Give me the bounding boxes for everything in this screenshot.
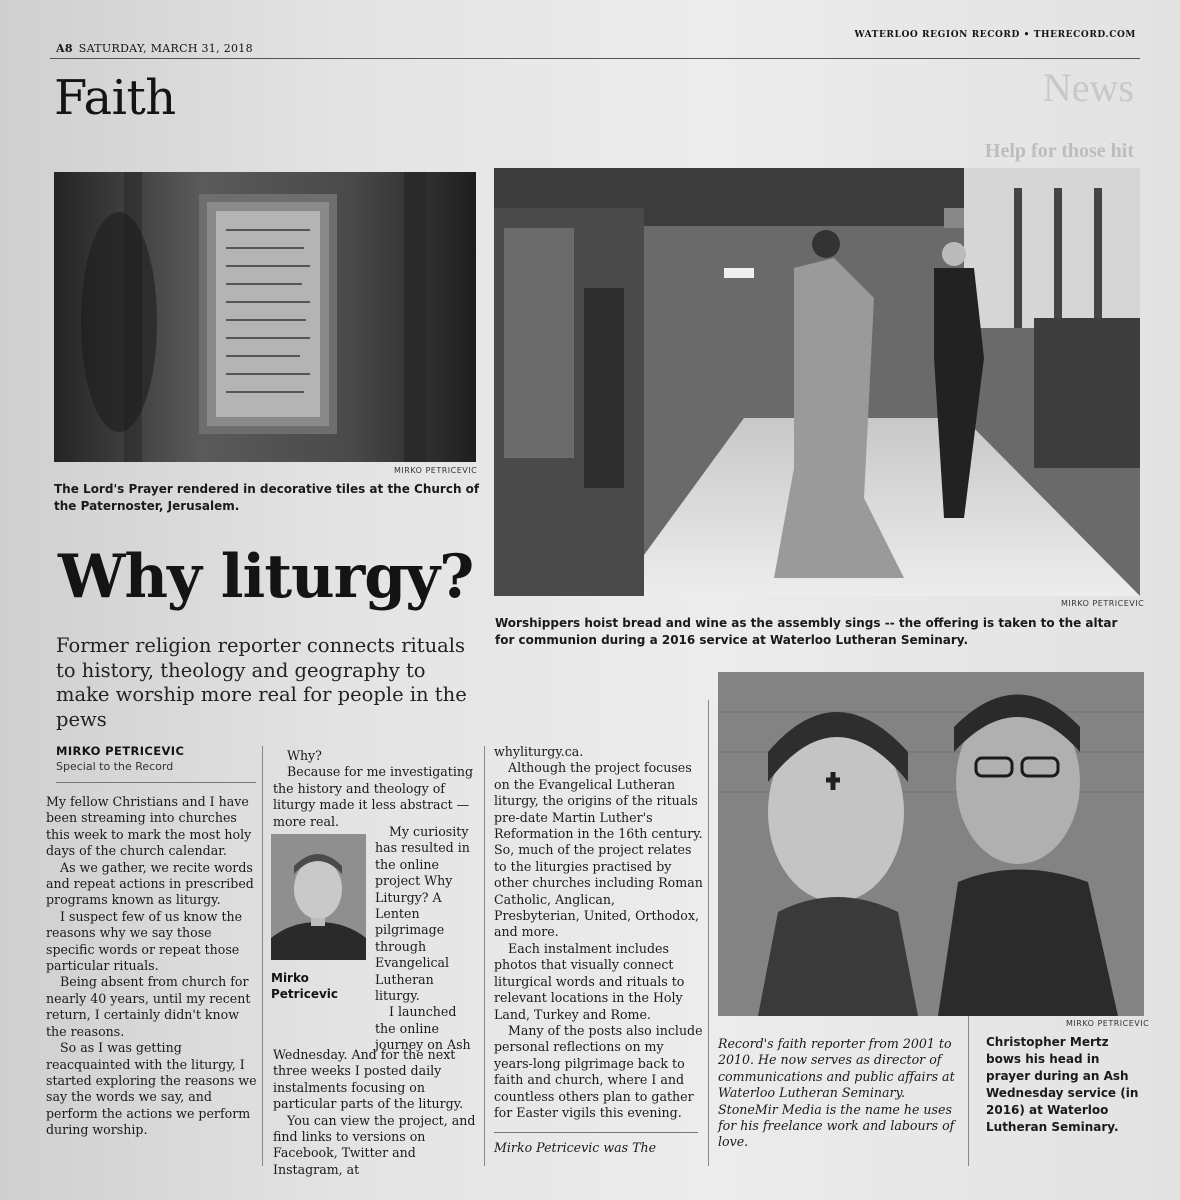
author-tagline-continued	[718, 1036, 960, 1151]
story-headline: Why liturgy?	[58, 542, 474, 612]
page-number: A8	[56, 42, 73, 55]
story-column-3	[494, 744, 704, 1121]
story-column-2-top	[273, 748, 475, 830]
paragraph: Each instalment includes photos that visually connect liturgical words and rituals to relevant locations in the Holy Land, Turkey and Rome.	[494, 940, 685, 1022]
tiles-photo	[54, 172, 476, 462]
publication-date: SATURDAY, MARCH 31, 2018	[78, 42, 253, 55]
ash-wednesday-photo	[718, 672, 1144, 1016]
tiles-photo-credit: MIRKO PETRICEVIC	[394, 466, 478, 475]
column-divider	[708, 700, 709, 1166]
mugshot-last-name: Petricevic	[271, 987, 339, 1001]
paragraph: As we gather, we recite words and repeat actions in prescribed programs known as liturgy.	[46, 859, 254, 908]
author-mugshot	[271, 834, 366, 960]
paragraph: I suspect few of us know the reasons why we say those specific words or repeat those particular rituals.	[46, 908, 243, 974]
paragraph: Being absent from church for nearly 40 years, until my recent return, I certainly didn't know the reasons.	[46, 974, 251, 1039]
show-through-text: News	[1042, 65, 1134, 110]
procession-photo-credit: MIRKO PETRICEVIC	[1061, 599, 1145, 608]
paragraph: Many of the posts also include personal reflections on my years-long pilgrimage back to faith and church, where I and countless others plan to gather for Easter vigils this evening.	[494, 1022, 703, 1120]
paragraph: My fellow Christians and I have been streaming into churches this week to mark the most holy days of the church calendar.	[46, 794, 252, 859]
paragraph: My curiosity has resulted in the online project Why Liturgy? A Lenten pilgrimage through Evangelical Lutheran liturgy.	[375, 824, 470, 1004]
paragraph: I launched the online journey on Ash	[375, 1004, 471, 1053]
masthead-rule	[50, 58, 1140, 59]
paragraph: Because for me investigating the history and theology of liturgy made it less abstract — more real.	[273, 764, 474, 829]
paragraph: Why?	[287, 748, 322, 763]
byline-rule	[56, 782, 256, 783]
show-through-headline: Help for those hit	[984, 140, 1134, 162]
column-divider	[262, 746, 263, 1166]
paragraph: You can view the project, and find links to versions on Facebook, Twitter and Instagram, at	[273, 1112, 476, 1177]
paragraph: Although the project focuses on the Evangelical Lutheran liturgy, the origins of the rituals pre-date Martin Luther's Reformation in the 16th century. So, much of the project relates to the liturgies practised by other churches including Roman Catholic, Anglican, Presbyterian, United, Orthodox, and more.	[494, 760, 703, 940]
mugshot-first-name: Mirko	[271, 971, 309, 985]
tiles-photo-caption: The Lord's Prayer rendered in decorative tiles at the Church of the Paternoster, Jerusalem.	[54, 482, 480, 513]
column-divider	[484, 746, 485, 1166]
tagline-text: Mirko Petricevic was The	[494, 1140, 657, 1155]
paragraph: Wednesday. And for the next three weeks I posted daily instalments focusing on particular parts of the liturgy.	[273, 1047, 464, 1112]
section-title: Faith	[54, 70, 176, 126]
tagline-rule	[494, 1132, 698, 1133]
procession-photo-caption: Worshippers hoist bread and wine as the assembly sings -- the offering is taken to the altar for communion during a 2016 service at Waterloo Lutheran Seminary.	[495, 616, 1118, 647]
page-folio	[56, 42, 253, 55]
paragraph: So as I was getting reacquainted with the liturgy, I started exploring the reasons we say the words we say, and perform the actions we perform during worship.	[46, 1040, 257, 1138]
story-column-1	[46, 794, 258, 1139]
mugshot-name	[271, 970, 338, 1002]
publication-name: WATERLOO REGION RECORD • THERECORD.COM	[854, 30, 1136, 40]
paragraph: whyliturgy.ca.	[494, 744, 584, 759]
tagline-text: Record's faith reporter from 2001 to 2010. He now serves as director of communications and public affairs at Waterloo Lutheran Seminary. StoneMir Media is the name he uses for his freelance work and labours of love.	[718, 1036, 955, 1150]
byline-name: MIRKO PETRICEVIC	[56, 744, 185, 758]
byline-affiliation: Special to the Record	[56, 760, 174, 773]
story-deck: Former religion reporter connects rituals to history, theology and geography to make worship more real for people in the pews	[56, 634, 467, 731]
procession-photo	[494, 168, 1140, 596]
story-column-2-beside-photo	[375, 824, 479, 1054]
story-column-2-bottom	[273, 1047, 479, 1178]
ash-wednesday-photo-caption: Christopher Mertz bows his head in prayer during an Ash Wednesday service (in 2016) at Waterloo Lutheran Seminary.	[986, 1035, 1139, 1134]
author-tagline-start	[494, 1140, 704, 1156]
ash-wednesday-photo-credit: MIRKO PETRICEVIC	[1066, 1019, 1150, 1028]
